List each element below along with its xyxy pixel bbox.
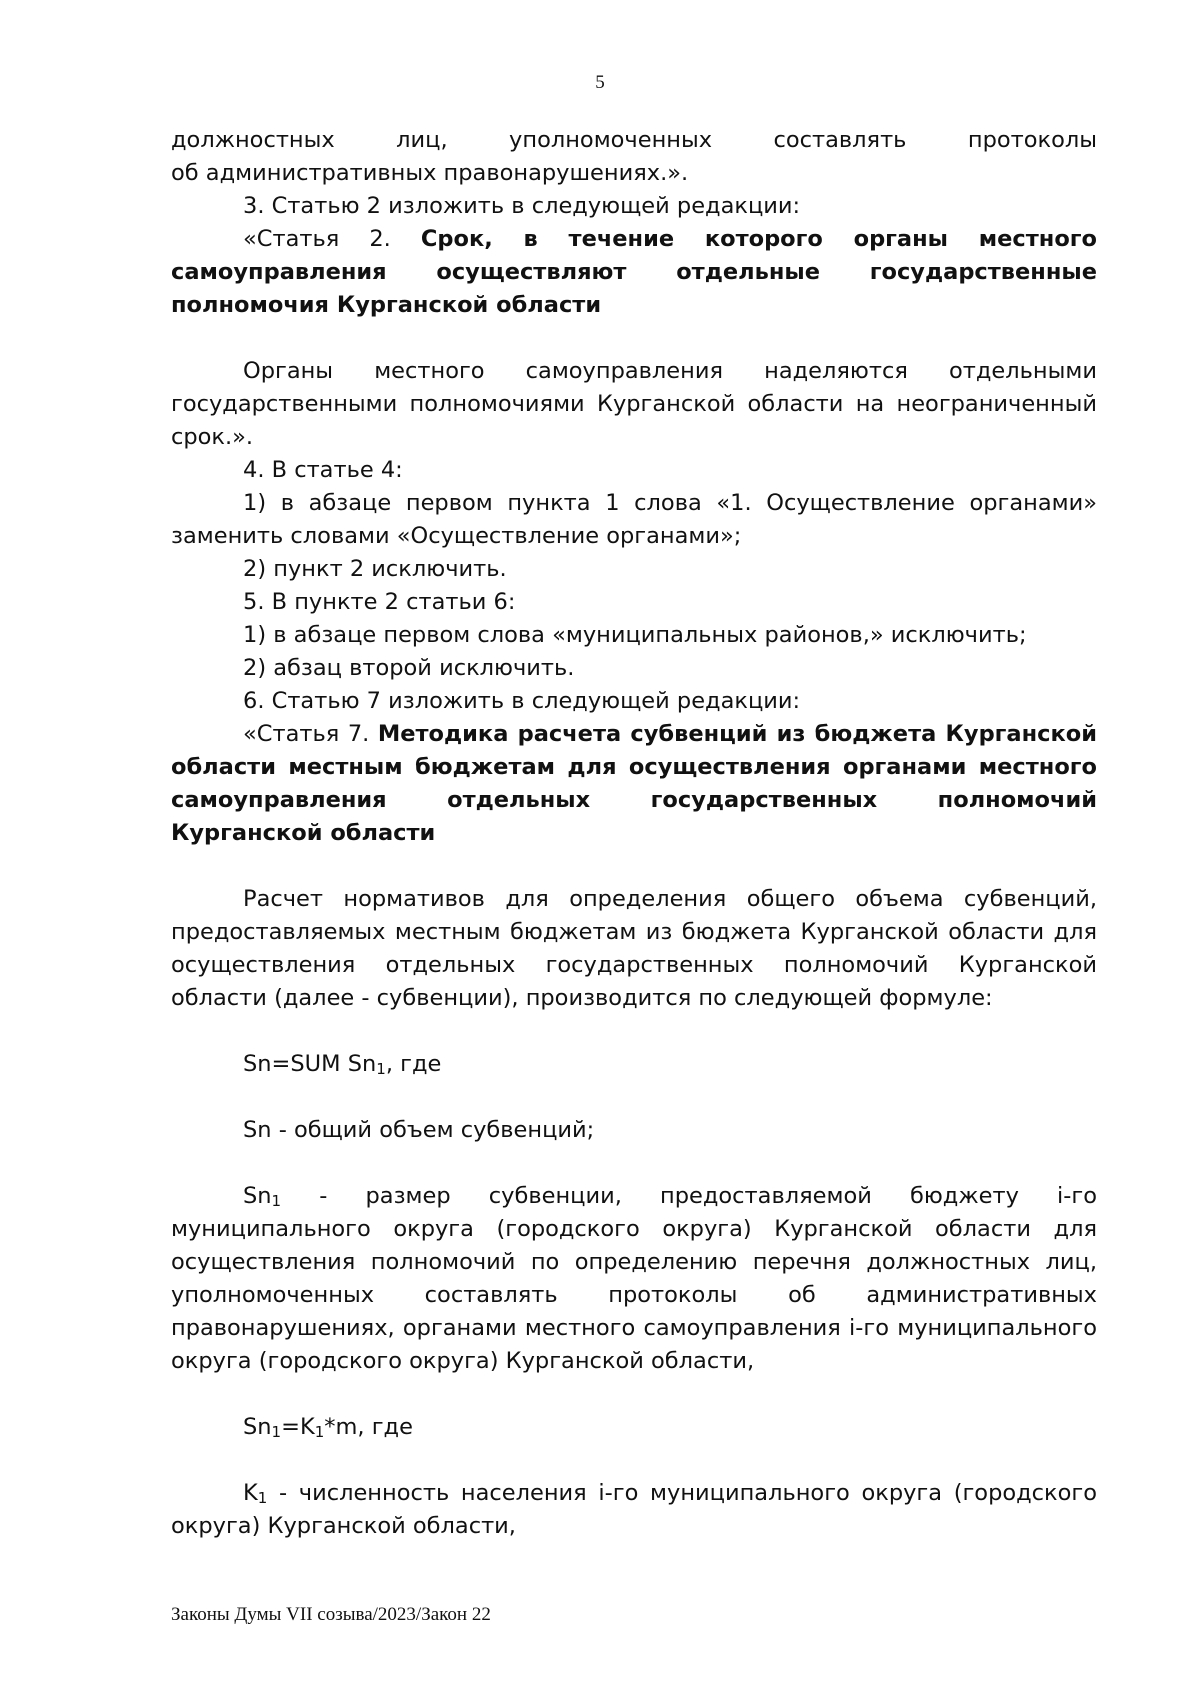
paragraph: 5. В пункте 2 статьи 6:: [243, 589, 516, 615]
formula-text: *m, где: [324, 1414, 413, 1440]
paragraph: Расчет нормативов для определения общего объема субвенций, предоставляемых местным бюджетам из бюджета Курганской области для осуществления отдельных государственных полномочий Курганской области (далее - субвенции), производится по следующей формуле:: [171, 886, 1097, 1011]
formula-text: , где: [385, 1051, 442, 1077]
paragraph: Органы местного самоуправления наделяются отдельными государственными полномочиями Курганской области на неограниченный срок.».: [171, 358, 1097, 450]
definition-text: - размер субвенции, предоставляемой бюджету i-го муниципального округа (городского округа) Курганской области для осуществления полномочий по определению перечня должностных лиц, уполномоченных составлять протоколы об административных правонарушениях, органами местного самоуправления i-го муниципального округа (городского округа) Курганской области,: [171, 1183, 1097, 1374]
paragraph: 1) в абзаце первом слова «муниципальных районов,» исключить;: [243, 622, 1027, 648]
paragraph: Sn - общий объем субвенций;: [243, 1117, 595, 1143]
footer: Законы Думы VII созыва/2023/Закон 22: [171, 1604, 491, 1625]
article-2-heading: [171, 223, 1097, 322]
formula-text: Sn=SUM Sn: [243, 1051, 377, 1077]
paragraph: 2) пункт 2 исключить.: [243, 556, 507, 582]
paragraph: 3. Статью 2 изложить в следующей редакции:: [243, 193, 801, 219]
paragraph: 2) абзац второй исключить.: [243, 655, 575, 681]
article-title: Срок, в течение которого органы местного самоуправления осуществляют отдельные государственные полномочия Курганской области: [171, 226, 1097, 318]
definition-sn1: [171, 1180, 1097, 1378]
symbol: K: [243, 1480, 258, 1506]
formula-subscript: 1: [271, 1423, 282, 1441]
paragraph: должностных лиц, уполномоченных составлять протоколы: [171, 127, 1097, 153]
definition-k1: [171, 1477, 1097, 1543]
article-7-heading: [171, 718, 1097, 850]
symbol-subscript: 1: [257, 1489, 268, 1507]
article-prefix: «Статья 7.: [243, 721, 378, 747]
formula-text: =K: [281, 1414, 315, 1440]
paragraph: 6. Статью 7 изложить в следующей редакции:: [243, 688, 801, 714]
article-title: Методика расчета субвенций из бюджета Курганской области местным бюджетам для осуществления органами местного самоуправления отдельных государственных полномочий Курганской области: [171, 721, 1097, 846]
formula-subscript: 1: [376, 1060, 386, 1078]
formula-text: Sn: [243, 1414, 272, 1440]
page-number: 5: [595, 72, 605, 93]
paragraph: 4. В статье 4:: [243, 457, 403, 483]
formula-sn: [171, 1048, 1097, 1081]
symbol: Sn: [243, 1183, 272, 1209]
paragraph: 1) в абзаце первом пункта 1 слова «1. Осуществление органами» заменить словами «Осуществление органами»;: [171, 490, 1097, 549]
definition-text: - численность населения i-го муниципального округа (городского округа) Курганской области,: [171, 1480, 1097, 1539]
article-prefix: «Статья 2.: [243, 226, 421, 252]
formula-subscript: 1: [314, 1423, 325, 1441]
symbol-subscript: 1: [271, 1192, 282, 1210]
paragraph: об административных правонарушениях.».: [171, 160, 689, 186]
formula-sn1: [171, 1411, 1097, 1444]
document-body: [171, 124, 1097, 1543]
